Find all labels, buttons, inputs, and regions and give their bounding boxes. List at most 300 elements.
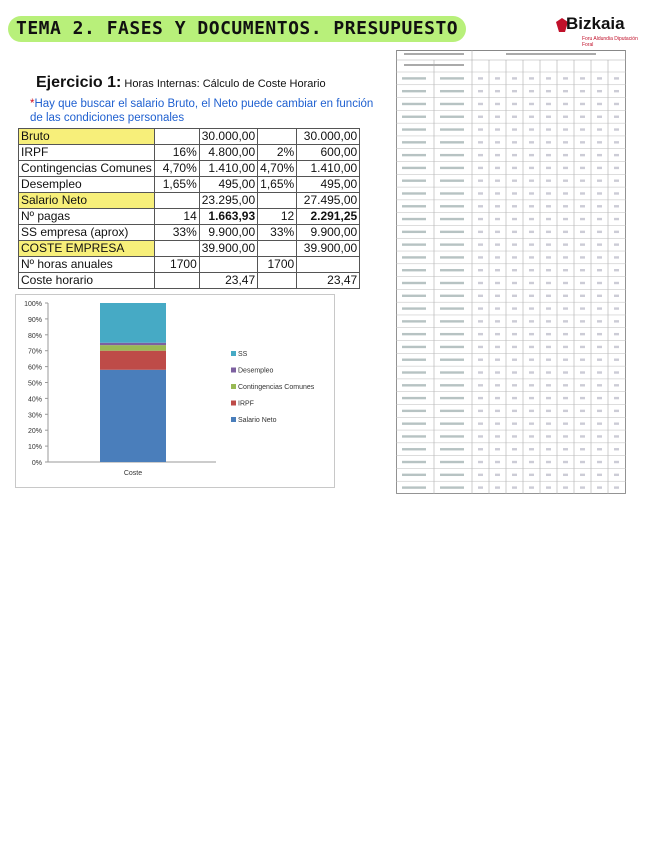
- reference-table-cell-mark: [440, 205, 464, 207]
- reference-table-cell-mark: [597, 167, 602, 169]
- table-cell: 4,70%: [154, 161, 199, 177]
- table-cell: [258, 193, 297, 209]
- y-tick-label: 90%: [27, 316, 42, 324]
- reference-table-cell-mark: [402, 486, 426, 488]
- reference-table-cell-mark: [402, 307, 426, 309]
- reference-table-cell-mark: [580, 231, 585, 233]
- reference-table-cell-mark: [478, 90, 483, 92]
- reference-table-cell-mark: [614, 205, 619, 207]
- table-cell: 495,00: [297, 177, 360, 193]
- reference-table-cell-mark: [478, 346, 483, 348]
- reference-table-cell-mark: [597, 474, 602, 476]
- reference-table-cell-mark: [580, 422, 585, 424]
- reference-table-cell-mark: [563, 192, 568, 194]
- legend-label: SS: [238, 351, 248, 358]
- reference-table-header-mark: [404, 64, 464, 66]
- reference-table-cell-mark: [495, 474, 500, 476]
- reference-table-cell-mark: [478, 359, 483, 361]
- table-cell: 1700: [154, 257, 199, 273]
- reference-table-cell-mark: [580, 346, 585, 348]
- reference-table-cell-mark: [563, 384, 568, 386]
- reference-table-cell-mark: [495, 410, 500, 412]
- reference-table-cell-mark: [580, 320, 585, 322]
- reference-table-cell-mark: [546, 307, 551, 309]
- cost-table: [18, 128, 360, 289]
- exercise-heading-bold: Ejercicio 1:: [36, 74, 122, 91]
- reference-table-cell-mark: [402, 435, 426, 437]
- reference-table-cell-mark: [512, 422, 517, 424]
- bar-segment-contingencias-comunes: [100, 345, 166, 351]
- reference-table-cell-mark: [402, 154, 426, 156]
- reference-table-cell-mark: [495, 397, 500, 399]
- reference-table-cell-mark: [495, 231, 500, 233]
- reference-table-cell-mark: [402, 474, 426, 476]
- reference-table-cell-mark: [529, 205, 534, 207]
- reference-table-cell-mark: [580, 103, 585, 105]
- reference-table-cell-mark: [495, 128, 500, 130]
- reference-table-cell-mark: [563, 269, 568, 271]
- reference-table-cell-mark: [546, 346, 551, 348]
- reference-table-cell-mark: [580, 333, 585, 335]
- reference-table-cell-mark: [563, 205, 568, 207]
- reference-table-cell-mark: [440, 486, 464, 488]
- reference-table-cell-mark: [580, 410, 585, 412]
- reference-table-cell-mark: [402, 128, 426, 130]
- reference-table-cell-mark: [512, 333, 517, 335]
- row-label: COSTE EMPRESA: [19, 241, 155, 257]
- reference-table-cell-mark: [478, 448, 483, 450]
- table-cell: 9.900,00: [297, 225, 360, 241]
- row-label: SS empresa (aprox): [19, 225, 155, 241]
- reference-table-cell-mark: [512, 474, 517, 476]
- reference-table-cell-mark: [563, 141, 568, 143]
- reference-table-cell-mark: [614, 179, 619, 181]
- reference-table-cell-mark: [580, 154, 585, 156]
- reference-table-cell-mark: [478, 192, 483, 194]
- reference-table-cell-mark: [529, 154, 534, 156]
- reference-table-cell-mark: [597, 205, 602, 207]
- table-cell: 9.900,00: [199, 225, 257, 241]
- page-title: TEMA 2. FASES Y DOCUMENTOS. PRESUPUESTO: [8, 16, 466, 42]
- reference-table-cell-mark: [440, 422, 464, 424]
- table-cell: 2%: [258, 145, 297, 161]
- reference-table-cell-mark: [546, 116, 551, 118]
- reference-table-cell-mark: [580, 435, 585, 437]
- reference-table-cell-mark: [512, 371, 517, 373]
- reference-table-cell-mark: [580, 397, 585, 399]
- reference-table-cell-mark: [614, 269, 619, 271]
- reference-table-cell-mark: [512, 90, 517, 92]
- note-text: Hay que buscar el salario Bruto, el Neto puede cambiar en función de las condiciones personales: [30, 98, 374, 124]
- reference-table-cell-mark: [440, 218, 464, 220]
- legend-label: Desempleo: [238, 367, 274, 375]
- reference-table-cell-mark: [512, 295, 517, 297]
- reference-table-cell-mark: [440, 231, 464, 233]
- reference-table-cell-mark: [478, 384, 483, 386]
- reference-table-cell-mark: [512, 77, 517, 79]
- reference-table-cell-mark: [597, 128, 602, 130]
- reference-table-cell-mark: [614, 282, 619, 284]
- reference-table-cell-mark: [440, 474, 464, 476]
- reference-table-cell-mark: [478, 103, 483, 105]
- reference-table-cell-mark: [440, 154, 464, 156]
- reference-table-cell-mark: [546, 359, 551, 361]
- reference-table-cell-mark: [478, 397, 483, 399]
- reference-table-cell-mark: [512, 218, 517, 220]
- reference-table-cell-mark: [546, 435, 551, 437]
- reference-table-cell-mark: [440, 269, 464, 271]
- table-cell: 2.291,25: [297, 209, 360, 225]
- reference-table-cell-mark: [495, 141, 500, 143]
- reference-table-cell-mark: [440, 77, 464, 79]
- reference-table-cell-mark: [614, 103, 619, 105]
- table-row: [19, 257, 360, 273]
- reference-table-cell-mark: [529, 461, 534, 463]
- reference-table-cell-mark: [563, 116, 568, 118]
- reference-table-cell-mark: [402, 141, 426, 143]
- reference-table-cell-mark: [546, 397, 551, 399]
- reference-table-cell-mark: [478, 167, 483, 169]
- table-cell: 23.295,00: [199, 193, 257, 209]
- reference-table-cell-mark: [546, 269, 551, 271]
- table-row: [19, 225, 360, 241]
- reference-table-cell-mark: [478, 269, 483, 271]
- reference-table-cell-mark: [529, 410, 534, 412]
- reference-table-cell-mark: [546, 128, 551, 130]
- table-cell: [154, 241, 199, 257]
- reference-table-cell-mark: [563, 486, 568, 488]
- reference-table-cell-mark: [597, 256, 602, 258]
- reference-table-cell-mark: [597, 77, 602, 79]
- reference-table-cell-mark: [580, 359, 585, 361]
- reference-table-cell-mark: [529, 90, 534, 92]
- reference-table-cell-mark: [580, 461, 585, 463]
- reference-table-cell-mark: [580, 371, 585, 373]
- reference-table-cell-mark: [529, 474, 534, 476]
- exercise-heading-rest: Horas Internas: Cálculo de Coste Horario: [121, 78, 326, 90]
- reference-table-cell-mark: [512, 410, 517, 412]
- row-label: Nº pagas: [19, 209, 155, 225]
- legend-label: Contingencias Comunes: [238, 384, 315, 391]
- legend-label: Salario Neto: [238, 417, 277, 424]
- row-label: Coste horario: [19, 273, 155, 289]
- row-label: Nº horas anuales: [19, 257, 155, 273]
- reference-table-cell-mark: [580, 77, 585, 79]
- reference-table-cell-mark: [512, 205, 517, 207]
- table-cell: 39.900,00: [199, 241, 257, 257]
- reference-table-cell-mark: [529, 371, 534, 373]
- y-tick-label: 100%: [24, 301, 42, 308]
- reference-table-cell-mark: [546, 243, 551, 245]
- reference-table-cell-mark: [495, 256, 500, 258]
- reference-table-cell-mark: [478, 231, 483, 233]
- reference-table-cell-mark: [546, 448, 551, 450]
- reference-table-cell-mark: [580, 384, 585, 386]
- table-cell: 4,70%: [258, 161, 297, 177]
- reference-table-cell-mark: [478, 371, 483, 373]
- reference-table-cell-mark: [512, 231, 517, 233]
- reference-table-cell-mark: [563, 179, 568, 181]
- bar-segment-salario-neto: [100, 370, 166, 462]
- reference-table-cell-mark: [529, 397, 534, 399]
- reference-table-cell-mark: [495, 435, 500, 437]
- reference-table-cell-mark: [614, 346, 619, 348]
- reference-table-cell-mark: [580, 192, 585, 194]
- reference-table-cell-mark: [614, 384, 619, 386]
- reference-table-cell-mark: [478, 282, 483, 284]
- reference-table-cell-mark: [597, 90, 602, 92]
- reference-table-cell-mark: [512, 359, 517, 361]
- reference-table-cell-mark: [580, 307, 585, 309]
- reference-table-cell-mark: [495, 461, 500, 463]
- reference-table-cell-mark: [580, 295, 585, 297]
- table-cell: 600,00: [297, 145, 360, 161]
- reference-table-cell-mark: [614, 295, 619, 297]
- reference-table-cell-mark: [563, 243, 568, 245]
- reference-table-cell-mark: [529, 333, 534, 335]
- table-cell: [199, 257, 257, 273]
- reference-table-cell-mark: [402, 359, 426, 361]
- table-row: [19, 129, 360, 145]
- reference-table-cell-mark: [614, 461, 619, 463]
- reference-table-cell-mark: [495, 90, 500, 92]
- reference-table-cell-mark: [512, 307, 517, 309]
- reference-table-cell-mark: [529, 179, 534, 181]
- reference-table-cell-mark: [597, 371, 602, 373]
- reference-table-cell-mark: [546, 218, 551, 220]
- reference-table-cell-mark: [563, 474, 568, 476]
- table-cell: 495,00: [199, 177, 257, 193]
- table-cell: 1,65%: [154, 177, 199, 193]
- reference-table-cell-mark: [529, 320, 534, 322]
- y-tick-label: 80%: [27, 332, 42, 340]
- reference-table-cell-mark: [614, 192, 619, 194]
- reference-table-cell-mark: [440, 256, 464, 258]
- reference-table-cell-mark: [546, 474, 551, 476]
- reference-table-cell-mark: [614, 422, 619, 424]
- reference-table-cell-mark: [495, 359, 500, 361]
- table-row: [19, 241, 360, 257]
- reference-table-cell-mark: [597, 295, 602, 297]
- reference-table-cell-mark: [614, 320, 619, 322]
- reference-table-cell-mark: [512, 269, 517, 271]
- table-cell: [154, 193, 199, 209]
- table-cell: 1.410,00: [199, 161, 257, 177]
- reference-table-cell-mark: [529, 359, 534, 361]
- reference-table-cell-mark: [597, 154, 602, 156]
- reference-table-cell-mark: [546, 320, 551, 322]
- reference-table-cell-mark: [512, 192, 517, 194]
- reference-table-cell-mark: [597, 231, 602, 233]
- table-cell: 1,65%: [258, 177, 297, 193]
- reference-table-cell-mark: [440, 461, 464, 463]
- reference-table-cell-mark: [529, 116, 534, 118]
- reference-table-cell-mark: [478, 307, 483, 309]
- table-row: [19, 177, 360, 193]
- reference-table-cell-mark: [529, 192, 534, 194]
- reference-table-cell-mark: [402, 448, 426, 450]
- reference-table-cell-mark: [580, 128, 585, 130]
- reference-table-cell-mark: [563, 371, 568, 373]
- reference-table-cell-mark: [546, 295, 551, 297]
- reference-table-cell-mark: [440, 243, 464, 245]
- table-cell: [258, 241, 297, 257]
- reference-table-cell-mark: [529, 282, 534, 284]
- reference-table-cell-mark: [402, 320, 426, 322]
- table-cell: 16%: [154, 145, 199, 161]
- reference-table-cell-mark: [563, 333, 568, 335]
- reference-table-cell-mark: [529, 218, 534, 220]
- row-label: IRPF: [19, 145, 155, 161]
- reference-table-cell-mark: [614, 486, 619, 488]
- reference-table-cell-mark: [495, 77, 500, 79]
- reference-table-cell-mark: [529, 128, 534, 130]
- reference-table-cell-mark: [580, 282, 585, 284]
- table-cell: 4.800,00: [199, 145, 257, 161]
- reference-table-cell-mark: [478, 116, 483, 118]
- reference-table-cell-mark: [440, 141, 464, 143]
- y-tick-label: 30%: [27, 412, 42, 420]
- reference-table-cell-mark: [440, 346, 464, 348]
- reference-table-cell-mark: [580, 486, 585, 488]
- reference-table-cell-mark: [478, 486, 483, 488]
- reference-table-cell-mark: [495, 154, 500, 156]
- reference-table-cell-mark: [440, 295, 464, 297]
- reference-table-cell-mark: [597, 422, 602, 424]
- reference-table-cell-mark: [546, 486, 551, 488]
- reference-table-cell-mark: [440, 116, 464, 118]
- reference-table-cell-mark: [563, 410, 568, 412]
- reference-table-cell-mark: [495, 384, 500, 386]
- reference-table-cell-mark: [495, 486, 500, 488]
- reference-table-cell-mark: [512, 461, 517, 463]
- reference-table-cell-mark: [402, 167, 426, 169]
- reference-table-cell-mark: [440, 192, 464, 194]
- reference-table-cell-mark: [402, 103, 426, 105]
- y-tick-label: 70%: [27, 348, 42, 356]
- reference-table-cell-mark: [478, 295, 483, 297]
- reference-table-cell-mark: [529, 435, 534, 437]
- row-label: Desempleo: [19, 177, 155, 193]
- reference-table-cell-mark: [512, 320, 517, 322]
- reference-table-cell-mark: [597, 179, 602, 181]
- legend-swatch: [231, 401, 236, 406]
- reference-table-cell-mark: [495, 333, 500, 335]
- reference-table-cell-mark: [402, 269, 426, 271]
- reference-table-cell-mark: [546, 333, 551, 335]
- row-label: Bruto: [19, 129, 155, 145]
- reference-table-cell-mark: [440, 167, 464, 169]
- reference-table-cell-mark: [512, 179, 517, 181]
- reference-table-cell-mark: [402, 179, 426, 181]
- reference-table-cell-mark: [512, 384, 517, 386]
- bar-segment-desempleo: [100, 343, 166, 345]
- legend-swatch: [231, 368, 236, 373]
- reference-table-cell-mark: [478, 154, 483, 156]
- reference-table-cell-mark: [614, 141, 619, 143]
- table-cell: [258, 273, 297, 289]
- reference-table-cell-mark: [597, 346, 602, 348]
- reference-table-cell-mark: [402, 282, 426, 284]
- reference-table-cell-mark: [478, 256, 483, 258]
- reference-table-cell-mark: [478, 77, 483, 79]
- reference-table-cell-mark: [495, 103, 500, 105]
- reference-table-cell-mark: [597, 116, 602, 118]
- reference-table-cell-mark: [546, 205, 551, 207]
- reference-table-cell-mark: [563, 307, 568, 309]
- x-tick-label: Coste: [123, 470, 143, 477]
- reference-table-cell-mark: [512, 346, 517, 348]
- reference-table-cell-mark: [563, 167, 568, 169]
- reference-table-cell-mark: [495, 422, 500, 424]
- reference-table-cell-mark: [614, 359, 619, 361]
- reference-table-cell-mark: [440, 179, 464, 181]
- reference-table-cell-mark: [580, 167, 585, 169]
- reference-table-cell-mark: [614, 154, 619, 156]
- table-cell: 33%: [258, 225, 297, 241]
- reference-table-cell-mark: [512, 448, 517, 450]
- reference-table-cell-mark: [495, 448, 500, 450]
- reference-table-cell-mark: [495, 243, 500, 245]
- reference-table-cell-mark: [614, 128, 619, 130]
- reference-table-cell-mark: [614, 116, 619, 118]
- reference-table-cell-mark: [597, 486, 602, 488]
- reference-table-cell-mark: [597, 320, 602, 322]
- reference-table-cell-mark: [512, 128, 517, 130]
- reference-table-cell-mark: [495, 192, 500, 194]
- reference-table-cell-mark: [563, 256, 568, 258]
- table-cell: 30.000,00: [297, 129, 360, 145]
- table-cell: [297, 257, 360, 273]
- table-cell: [258, 129, 297, 145]
- reference-table-cell-mark: [546, 422, 551, 424]
- reference-table-cell-mark: [614, 410, 619, 412]
- reference-table-cell-mark: [402, 77, 426, 79]
- reference-table-cell-mark: [478, 410, 483, 412]
- reference-table-cell-mark: [614, 90, 619, 92]
- reference-table-cell-mark: [546, 410, 551, 412]
- reference-table-cell-mark: [495, 346, 500, 348]
- reference-table-cell-mark: [563, 435, 568, 437]
- reference-table-cell-mark: [440, 307, 464, 309]
- cost-chart: [15, 294, 335, 488]
- reference-table-cell-mark: [563, 448, 568, 450]
- reference-table-cell-mark: [546, 282, 551, 284]
- table-cell: 1.663,93: [199, 209, 257, 225]
- reference-table-cell-mark: [529, 307, 534, 309]
- reference-table-cell-mark: [440, 103, 464, 105]
- reference-table-cell-mark: [512, 282, 517, 284]
- reference-table-cell-mark: [440, 371, 464, 373]
- reference-table-cell-mark: [597, 243, 602, 245]
- reference-table-cell-mark: [402, 397, 426, 399]
- reference-table-cell-mark: [478, 461, 483, 463]
- reference-table-cell-mark: [495, 295, 500, 297]
- bizkaia-logo: [556, 14, 636, 50]
- reference-table-cell-mark: [597, 192, 602, 194]
- reference-table-cell-mark: [580, 179, 585, 181]
- reference-table-cell-mark: [614, 307, 619, 309]
- reference-table-cell-mark: [580, 205, 585, 207]
- reference-table-cell-mark: [597, 141, 602, 143]
- reference-table-cell-mark: [529, 77, 534, 79]
- reference-table-cell-mark: [478, 474, 483, 476]
- reference-table-cell-mark: [402, 192, 426, 194]
- note-asterisk: *: [30, 98, 35, 110]
- reference-table-cell-mark: [440, 90, 464, 92]
- reference-table-cell-mark: [440, 320, 464, 322]
- row-label: Salario Neto: [19, 193, 155, 209]
